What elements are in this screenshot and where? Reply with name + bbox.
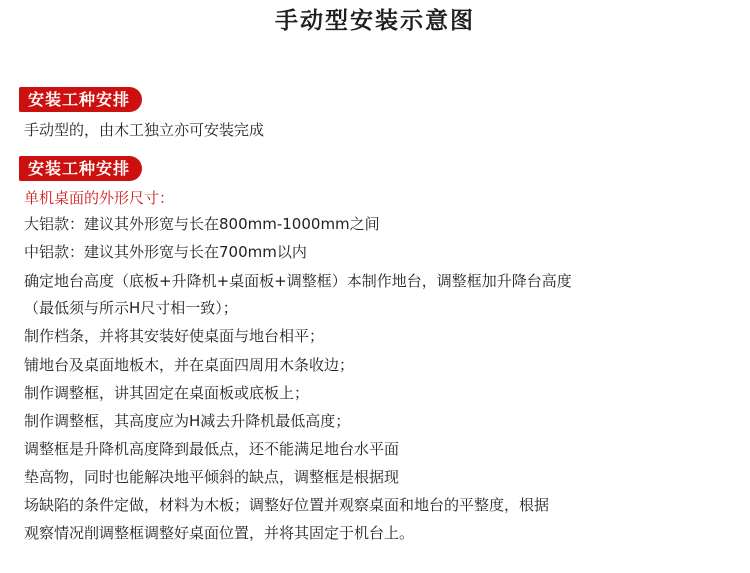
dimension-subtitle: 单机桌面的外形尺寸： bbox=[24, 189, 175, 207]
instruction-line: 确定地台高度（底板+升降机+桌面板+调整框）本制作地台，调整框加升降台高度 bbox=[24, 272, 572, 290]
instruction-line: 场缺陷的条件定做，材料为木板；调整好位置并观察桌面和地台的平整度，根据 bbox=[24, 496, 550, 514]
page-title: 手动型安装示意图 bbox=[275, 8, 475, 34]
instruction-line: （最低须与所示H尺寸相一致）； bbox=[24, 299, 238, 317]
section-badge-installation-1: 安装工种安排 bbox=[19, 87, 142, 112]
instruction-line: 中铝款：建议其外形宽与长在700mm以内 bbox=[24, 243, 307, 261]
instruction-line: 垫高物，同时也能解决地平倾斜的缺点，调整框是根据现 bbox=[24, 468, 400, 486]
installation-note: 手动型的，由木工独立亦可安装完成 bbox=[24, 121, 265, 139]
instruction-line: 制作调整框，讲其固定在桌面板或底板上； bbox=[24, 384, 310, 402]
instruction-line: 调整框是升降机高度降到最低点，还不能满足地台水平面 bbox=[24, 440, 400, 458]
instruction-line: 观察情况削调整框调整好桌面位置，并将其固定于机台上。 bbox=[24, 524, 415, 542]
instruction-line: 制作调整框，其高度应为H减去升降机最低高度； bbox=[24, 412, 351, 430]
instruction-line: 制作档条，并将其安装好使桌面与地台相平； bbox=[24, 327, 325, 345]
instruction-line: 铺地台及桌面地板木，并在桌面四周用木条收边； bbox=[24, 356, 355, 374]
section-badge-installation-2: 安装工种安排 bbox=[19, 156, 142, 181]
instruction-line: 大铝款：建议其外形宽与长在800mm-1000mm之间 bbox=[24, 215, 380, 233]
